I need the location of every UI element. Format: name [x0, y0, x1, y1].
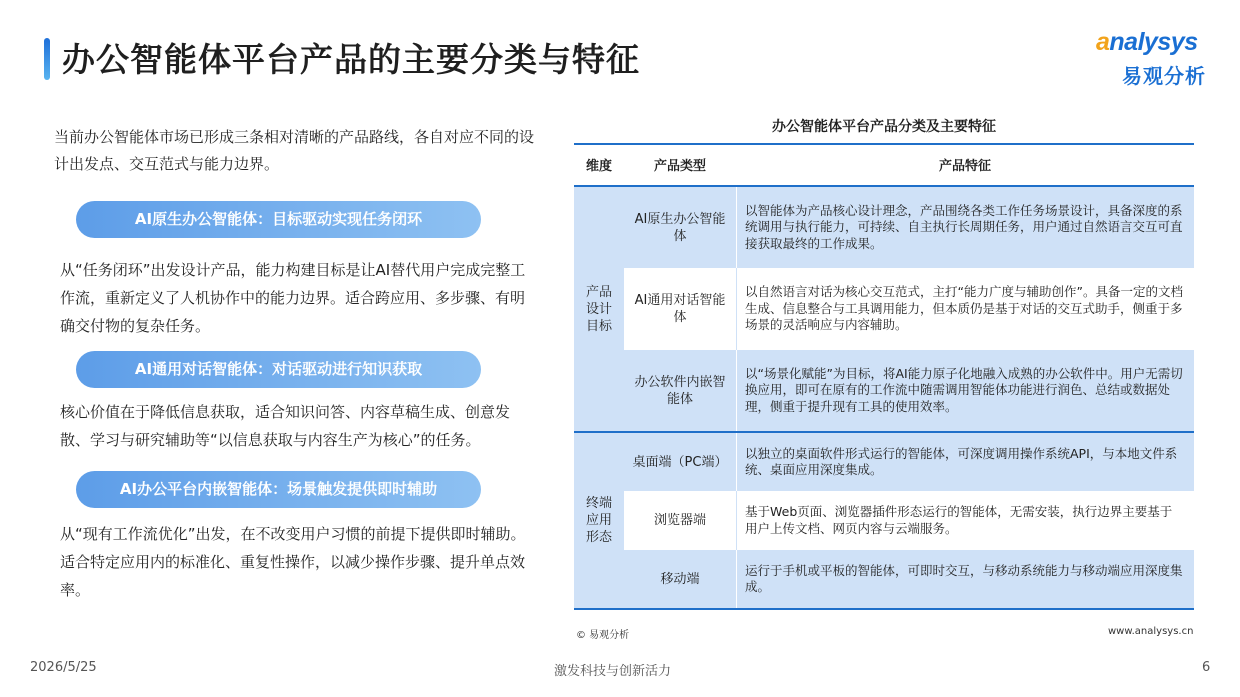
table-row	[624, 550, 1194, 608]
dimension-terminal-form: 终端应用形态	[574, 433, 624, 608]
product-type-cell: 桌面端（PC端）	[632, 454, 728, 470]
product-feature-cell: 以独立的桌面软件形式运行的智能体，可深度调用操作系统API，与本地文件系统、桌面应用深度集成。	[736, 433, 1194, 491]
section-body-embedded: 从“现有工作流优化”出发，在不改变用户习惯的前提下提供即时辅助。适合特定应用内的标准化、重复性操作，以减少操作步骤、提升单点效率。	[60, 525, 526, 599]
product-type-cell: 办公软件内嵌智能体	[634, 374, 726, 407]
section-body-native: 从“任务闭环”出发设计产品，能力构建目标是让AI替代用户完成完整工作流，重新定义了人机协作中的能力边界。适合跨应用、多步骤、有明确交付物的复杂任务。	[60, 261, 526, 335]
logo-english	[1096, 28, 1198, 57]
product-feature-cell: 以自然语言对话为核心交互范式，主打“能力广度与辅助创作”。具备一定的文档生成、信息整合与工具调用能力，但本质仍是基于对话的交互式助手，侧重于多场景的灵活响应与内容辅助。	[736, 268, 1194, 350]
table-row	[624, 491, 1194, 550]
table-row	[624, 433, 1194, 491]
analysys-logo	[1096, 28, 1220, 90]
table-bottom-rule	[574, 608, 1194, 610]
logo-chinese: 易观分析	[1122, 64, 1206, 88]
product-type-cell: 浏览器端	[653, 513, 706, 528]
section-heading-chat: AI通用对话智能体：对话驱动进行知识获取	[76, 351, 481, 388]
intro-paragraph: 当前办公智能体市场已形成三条相对清晰的产品路线，各自对应不同的设计出发点、交互范式与能力边界。	[54, 128, 535, 173]
section-heading-native: AI原生办公智能体：目标驱动实现任务闭环	[76, 201, 481, 238]
footer-slogan: 激发科技与创新活力	[554, 664, 672, 679]
product-feature-cell: 以智能体为产品核心设计理念，产品围绕各类工作任务场景设计，具备深度的系统调用与执行能力，可持续、自主执行长周期任务，用户通过自然语言交互可直接获取最终的工作成果。	[736, 187, 1194, 268]
product-feature-cell: 运行于手机或平板的智能体，可即时交互，与移动系统能力与移动端应用深度集成。	[736, 550, 1194, 608]
logo-letter-a: a	[1096, 28, 1110, 56]
title-accent-bar	[44, 38, 50, 80]
header-product-feature: 产品特征	[938, 159, 991, 174]
product-type-cell: AI原生办公智能体	[634, 211, 726, 244]
table-row	[624, 268, 1194, 350]
source-credit: © 易观分析	[576, 630, 630, 641]
product-feature-cell: 基于Web页面、浏览器插件形态运行的智能体，无需安装，执行边界主要基于用户上传文档、网页内容与云端服务。	[736, 491, 1194, 550]
section-body-chat: 核心价值在于降低信息获取，适合知识问答、内容草稿生成、创意发散、学习与研究辅助等“以信息获取与内容生产为核心”的任务。	[60, 403, 511, 449]
table-row	[624, 350, 1194, 431]
logo-letters-rest: nalysys	[1109, 28, 1198, 56]
table-top-rule	[574, 143, 1194, 145]
table-title: 办公智能体平台产品分类及主要特征	[772, 119, 996, 135]
table-row	[624, 187, 1194, 268]
header-dimension: 维度	[585, 159, 612, 174]
header-product-type: 产品类型	[653, 159, 706, 174]
product-feature-cell: 以“场景化赋能”为目标，将AI能力原子化地融入成熟的办公软件中。用户无需切换应用，即可在原有的工作流中随需调用智能体功能进行润色、总结或数据处理，侧重于提升现有工具的使用效率。	[736, 350, 1194, 431]
footer-date: 2026/5/25	[30, 660, 97, 675]
section-heading-embedded: AI办公平台内嵌智能体：场景触发提供即时辅助	[76, 471, 481, 508]
page-number: 6	[1202, 660, 1211, 675]
product-type-cell: AI通用对话智能体	[634, 293, 726, 325]
source-url: www.analysys.cn	[1108, 626, 1194, 637]
dimension-design-goal: 产品设计目标	[574, 187, 624, 431]
page-title: 办公智能体平台产品的主要分类与特征	[62, 40, 640, 79]
product-type-cell: 移动端	[660, 571, 700, 587]
